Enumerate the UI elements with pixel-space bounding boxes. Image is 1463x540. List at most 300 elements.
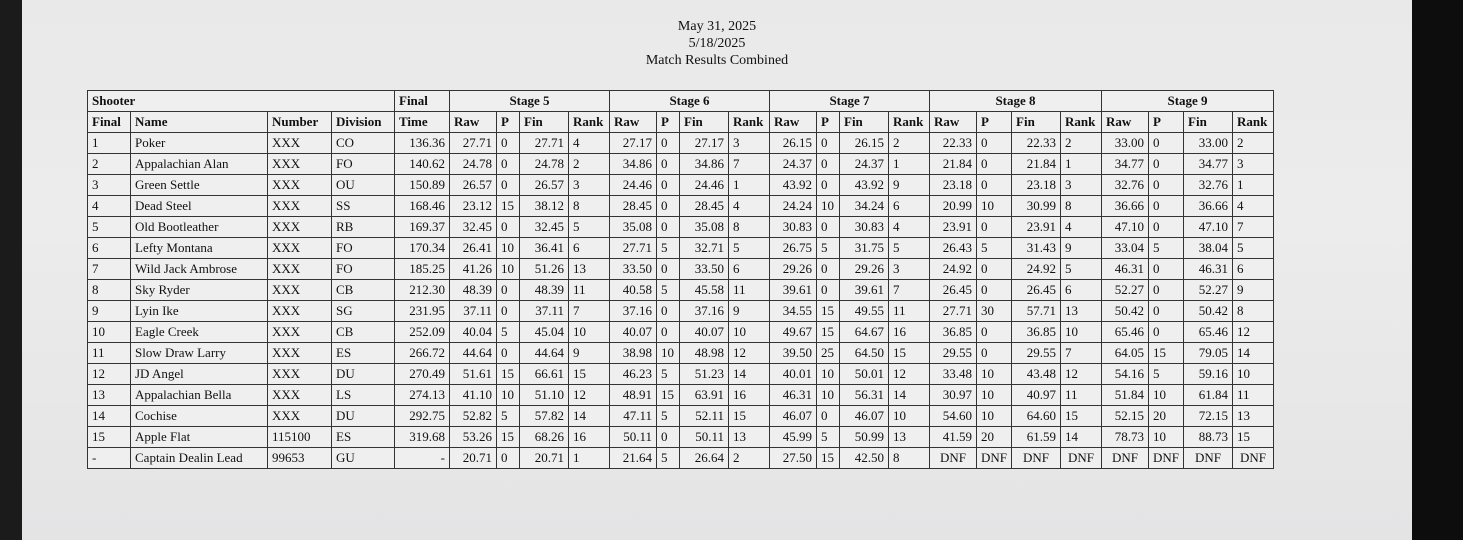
stage-9-raw-cell: 78.73 [1102,427,1149,448]
stage-5-p-cell: 0 [497,280,520,301]
stage-5-rank-cell: 9 [569,343,610,364]
stage-9-fin-cell: 38.04 [1184,238,1233,259]
stage-5-p-cell: 0 [497,448,520,469]
stage-5-fin-cell: 57.82 [520,406,569,427]
stage-6-rank-cell: 6 [729,259,770,280]
stage-5-fin-cell: 51.26 [520,259,569,280]
stage-9-raw-cell: DNF [1102,448,1149,469]
stage-5-rank-cell: 14 [569,406,610,427]
final-time-cell: - [395,448,450,469]
stage-8-rank-cell: 2 [1061,133,1102,154]
stage-7-p-cell: 15 [817,301,840,322]
stage-9-raw-cell: 47.10 [1102,217,1149,238]
stage-7-raw-cell: 45.99 [770,427,817,448]
final-place-cell: 2 [88,154,131,175]
stage-9-rank-cell: 2 [1233,133,1274,154]
stage-6-fin-cell: 51.23 [680,364,729,385]
stage-9-raw-cell: 46.31 [1102,259,1149,280]
stage-6-fin-cell: 50.11 [680,427,729,448]
stage-5-p-cell: 5 [497,322,520,343]
stage-5-p-cell: 15 [497,427,520,448]
stage-8-p-cell: 0 [977,280,1012,301]
stage-8-fin-cell: 29.55 [1012,343,1061,364]
stage-7-rank-cell: 10 [889,406,930,427]
stage-6-raw-cell: 35.08 [610,217,657,238]
shooter-number-cell: 99653 [268,448,332,469]
stage-5-fin-cell: 27.71 [520,133,569,154]
stage-7-raw-cell: 43.92 [770,175,817,196]
division-cell: CO [332,133,395,154]
table-row [88,238,1274,259]
stage-8-raw-cell: 23.18 [930,175,977,196]
stage-9-p-cell: 20 [1149,406,1184,427]
division-cell: RB [332,217,395,238]
stage-9-p-cell: 0 [1149,196,1184,217]
stage-9-header: Stage 9 [1102,91,1274,112]
stage-7-raw-cell: 34.55 [770,301,817,322]
stage-7-rank-cell: 5 [889,238,930,259]
stage-6-raw-cell: 50.11 [610,427,657,448]
stage-7-rank-cell: 15 [889,343,930,364]
results-body [88,133,1274,469]
stage-7-fin-cell: 30.83 [840,217,889,238]
stage-9-p-cell: 10 [1149,427,1184,448]
stage-6-p-cell: 5 [657,406,680,427]
stage-6-rank-cell: 14 [729,364,770,385]
stage-8-fin-cell: 43.48 [1012,364,1061,385]
final-place-cell: 12 [88,364,131,385]
stage-9-p-cell: 0 [1149,322,1184,343]
stage-7-p-cell: 5 [817,427,840,448]
stage-5-raw-cell: 48.39 [450,280,497,301]
stage-5-p-cell: 0 [497,154,520,175]
shooter-number-cell: 115100 [268,427,332,448]
stage-9-p-cell: 5 [1149,364,1184,385]
final-time-cell: 168.46 [395,196,450,217]
division-cell: ES [332,343,395,364]
stage-6-p-cell: 5 [657,280,680,301]
col-stage-8-rank: Rank [1061,112,1102,133]
stage-7-fin-cell: 50.01 [840,364,889,385]
shooter-number-cell: XXX [268,238,332,259]
division-cell: ES [332,427,395,448]
shooter-number-cell: XXX [268,343,332,364]
col-stage-6-rank: Rank [729,112,770,133]
stage-6-rank-cell: 15 [729,406,770,427]
stage-5-raw-cell: 37.11 [450,301,497,322]
stage-9-p-cell: 0 [1149,133,1184,154]
shooter-name-cell: Wild Jack Ambrose [131,259,268,280]
stage-7-rank-cell: 6 [889,196,930,217]
stage-5-rank-cell: 1 [569,448,610,469]
stage-7-p-cell: 0 [817,280,840,301]
stage-5-raw-cell: 40.04 [450,322,497,343]
stage-8-raw-cell: 54.60 [930,406,977,427]
stage-9-fin-cell: 47.10 [1184,217,1233,238]
final-place-cell: 6 [88,238,131,259]
table-row [88,133,1274,154]
stage-5-raw-cell: 24.78 [450,154,497,175]
stage-5-rank-cell: 13 [569,259,610,280]
stage-8-rank-cell: 3 [1061,175,1102,196]
table-row [88,259,1274,280]
stage-7-fin-cell: 43.92 [840,175,889,196]
stage-7-raw-cell: 26.15 [770,133,817,154]
stage-8-raw-cell: 41.59 [930,427,977,448]
stage-9-raw-cell: 52.15 [1102,406,1149,427]
division-cell: DU [332,364,395,385]
stage-8-p-cell: 20 [977,427,1012,448]
shooter-name-cell: Apple Flat [131,427,268,448]
stage-7-rank-cell: 8 [889,448,930,469]
stage-5-fin-cell: 26.57 [520,175,569,196]
stage-9-rank-cell: 1 [1233,175,1274,196]
division-cell: SS [332,196,395,217]
stage-7-rank-cell: 4 [889,217,930,238]
shooter-name-cell: Cochise [131,406,268,427]
stage-9-rank-cell: 13 [1233,406,1274,427]
stage-5-raw-cell: 23.12 [450,196,497,217]
stage-5-fin-cell: 37.11 [520,301,569,322]
stage-8-rank-cell: 7 [1061,343,1102,364]
stage-6-fin-cell: 28.45 [680,196,729,217]
stage-7-raw-cell: 39.50 [770,343,817,364]
shooter-number-cell: XXX [268,217,332,238]
final-group-header: Final [395,91,450,112]
stage-6-rank-cell: 3 [729,133,770,154]
stage-9-fin-cell: DNF [1184,448,1233,469]
stage-6-rank-cell: 8 [729,217,770,238]
stage-7-fin-cell: 34.24 [840,196,889,217]
stage-8-raw-cell: 20.99 [930,196,977,217]
col-name: Name [131,112,268,133]
stage-8-rank-cell: 15 [1061,406,1102,427]
shooter-number-cell: XXX [268,364,332,385]
stage-5-fin-cell: 36.41 [520,238,569,259]
final-time-cell: 319.68 [395,427,450,448]
stage-6-fin-cell: 48.98 [680,343,729,364]
table-row [88,217,1274,238]
stage-5-rank-cell: 15 [569,364,610,385]
stage-6-rank-cell: 16 [729,385,770,406]
col-stage-6-raw: Raw [610,112,657,133]
stage-7-p-cell: 0 [817,133,840,154]
stage-6-raw-cell: 24.46 [610,175,657,196]
stage-9-p-cell: 0 [1149,280,1184,301]
stage-9-rank-cell: 4 [1233,196,1274,217]
stage-6-fin-cell: 34.86 [680,154,729,175]
stage-7-raw-cell: 27.50 [770,448,817,469]
final-time-cell: 292.75 [395,406,450,427]
col-stage-8-fin: Fin [1012,112,1061,133]
stage-5-raw-cell: 32.45 [450,217,497,238]
match-subdate: 5/18/2025 [688,36,746,51]
column-header-row [88,112,1274,133]
shooter-number-cell: XXX [268,259,332,280]
stage-5-fin-cell: 20.71 [520,448,569,469]
final-place-cell: 1 [88,133,131,154]
stage-9-raw-cell: 51.84 [1102,385,1149,406]
stage-9-raw-cell: 52.27 [1102,280,1149,301]
table-row [88,280,1274,301]
stage-8-rank-cell: DNF [1061,448,1102,469]
stage-6-header: Stage 6 [610,91,770,112]
stage-5-rank-cell: 6 [569,238,610,259]
stage-5-rank-cell: 10 [569,322,610,343]
stage-6-raw-cell: 38.98 [610,343,657,364]
stage-7-fin-cell: 64.67 [840,322,889,343]
final-time-cell: 140.62 [395,154,450,175]
stage-9-raw-cell: 33.04 [1102,238,1149,259]
shooter-number-cell: XXX [268,154,332,175]
stage-9-fin-cell: 33.00 [1184,133,1233,154]
stage-7-rank-cell: 9 [889,175,930,196]
table-row [88,427,1274,448]
stage-6-p-cell: 15 [657,385,680,406]
division-cell: GU [332,448,395,469]
background-edge [1412,0,1463,540]
stage-7-rank-cell: 11 [889,301,930,322]
stage-7-rank-cell: 13 [889,427,930,448]
stage-9-p-cell: 0 [1149,259,1184,280]
stage-8-p-cell: 0 [977,322,1012,343]
stage-8-rank-cell: 8 [1061,196,1102,217]
stage-7-fin-cell: 49.55 [840,301,889,322]
final-time-cell: 150.89 [395,175,450,196]
stage-8-raw-cell: 29.55 [930,343,977,364]
stage-8-p-cell: 30 [977,301,1012,322]
stage-9-fin-cell: 50.42 [1184,301,1233,322]
stage-6-raw-cell: 27.71 [610,238,657,259]
stage-9-rank-cell: 9 [1233,280,1274,301]
stage-9-rank-cell: 5 [1233,238,1274,259]
stage-6-raw-cell: 46.23 [610,364,657,385]
stage-5-rank-cell: 8 [569,196,610,217]
stage-7-rank-cell: 14 [889,385,930,406]
stage-6-fin-cell: 37.16 [680,301,729,322]
stage-7-raw-cell: 29.26 [770,259,817,280]
shooter-number-cell: XXX [268,322,332,343]
stage-9-rank-cell: 14 [1233,343,1274,364]
stage-8-raw-cell: 26.45 [930,280,977,301]
stage-6-p-cell: 0 [657,259,680,280]
stage-5-rank-cell: 4 [569,133,610,154]
division-cell: CB [332,280,395,301]
stage-8-p-cell: 10 [977,196,1012,217]
stage-5-raw-cell: 52.82 [450,406,497,427]
stage-6-raw-cell: 27.17 [610,133,657,154]
col-stage-7-rank: Rank [889,112,930,133]
shooter-name-cell: Eagle Creek [131,322,268,343]
col-number: Number [268,112,332,133]
stage-6-raw-cell: 40.58 [610,280,657,301]
stage-5-rank-cell: 7 [569,301,610,322]
stage-5-rank-cell: 5 [569,217,610,238]
stage-9-rank-cell: 12 [1233,322,1274,343]
stage-5-raw-cell: 26.41 [450,238,497,259]
stage-5-fin-cell: 66.61 [520,364,569,385]
stage-8-p-cell: 10 [977,406,1012,427]
col-stage-9-p: P [1149,112,1184,133]
stage-7-rank-cell: 1 [889,154,930,175]
stage-8-raw-cell: 26.43 [930,238,977,259]
shooter-name-cell: Slow Draw Larry [131,343,268,364]
stage-5-rank-cell: 11 [569,280,610,301]
stage-9-p-cell: 0 [1149,217,1184,238]
stage-5-fin-cell: 68.26 [520,427,569,448]
stage-6-rank-cell: 9 [729,301,770,322]
stage-6-fin-cell: 63.91 [680,385,729,406]
stage-7-raw-cell: 49.67 [770,322,817,343]
stage-9-raw-cell: 36.66 [1102,196,1149,217]
stage-5-p-cell: 5 [497,406,520,427]
shooter-number-cell: XXX [268,133,332,154]
final-time-cell: 274.13 [395,385,450,406]
stage-6-p-cell: 0 [657,217,680,238]
stage-7-fin-cell: 29.26 [840,259,889,280]
division-cell: SG [332,301,395,322]
stage-6-p-cell: 0 [657,175,680,196]
table-row [88,448,1274,469]
stage-9-raw-cell: 65.46 [1102,322,1149,343]
stage-8-p-cell: 0 [977,343,1012,364]
stage-6-p-cell: 0 [657,196,680,217]
stage-8-rank-cell: 13 [1061,301,1102,322]
results-table [87,90,1274,469]
stage-5-p-cell: 10 [497,238,520,259]
stage-7-raw-cell: 39.61 [770,280,817,301]
stage-6-p-cell: 0 [657,427,680,448]
division-cell: FO [332,238,395,259]
stage-6-raw-cell: 28.45 [610,196,657,217]
stage-8-fin-cell: 23.91 [1012,217,1061,238]
final-place-cell: 4 [88,196,131,217]
stage-9-p-cell: DNF [1149,448,1184,469]
division-cell: FO [332,259,395,280]
stage-7-p-cell: 5 [817,238,840,259]
stage-8-fin-cell: 61.59 [1012,427,1061,448]
table-row [88,175,1274,196]
col-stage-9-rank: Rank [1233,112,1274,133]
stage-8-p-cell: 5 [977,238,1012,259]
stage-5-raw-cell: 44.64 [450,343,497,364]
stage-9-rank-cell: 8 [1233,301,1274,322]
stage-7-fin-cell: 64.50 [840,343,889,364]
stage-9-rank-cell: 15 [1233,427,1274,448]
stage-8-fin-cell: 64.60 [1012,406,1061,427]
stage-8-p-cell: 0 [977,133,1012,154]
stage-7-rank-cell: 7 [889,280,930,301]
stage-8-fin-cell: 30.99 [1012,196,1061,217]
shooter-name-cell: Poker [131,133,268,154]
stage-6-rank-cell: 10 [729,322,770,343]
stage-7-rank-cell: 16 [889,322,930,343]
col-division: Division [332,112,395,133]
stage-9-p-cell: 5 [1149,238,1184,259]
stage-5-rank-cell: 16 [569,427,610,448]
stage-9-fin-cell: 36.66 [1184,196,1233,217]
stage-6-fin-cell: 26.64 [680,448,729,469]
table-row [88,385,1274,406]
stage-9-fin-cell: 46.31 [1184,259,1233,280]
group-header-row [88,91,1274,112]
stage-6-fin-cell: 27.17 [680,133,729,154]
col-stage-5-p: P [497,112,520,133]
stage-7-p-cell: 0 [817,217,840,238]
col-stage-7-fin: Fin [840,112,889,133]
stage-8-p-cell: 10 [977,385,1012,406]
division-cell: CB [332,322,395,343]
stage-5-raw-cell: 53.26 [450,427,497,448]
stage-6-rank-cell: 13 [729,427,770,448]
stage-7-p-cell: 10 [817,196,840,217]
col-stage-5-fin: Fin [520,112,569,133]
stage-8-p-cell: 0 [977,217,1012,238]
stage-6-p-cell: 5 [657,238,680,259]
stage-8-rank-cell: 6 [1061,280,1102,301]
stage-8-rank-cell: 10 [1061,322,1102,343]
stage-6-raw-cell: 33.50 [610,259,657,280]
stage-6-fin-cell: 33.50 [680,259,729,280]
stage-8-rank-cell: 5 [1061,259,1102,280]
shooter-name-cell: Green Settle [131,175,268,196]
final-time-cell: 270.49 [395,364,450,385]
shooter-name-cell: Appalachian Bella [131,385,268,406]
stage-9-rank-cell: 3 [1233,154,1274,175]
stage-7-fin-cell: 26.15 [840,133,889,154]
stage-7-raw-cell: 46.31 [770,385,817,406]
stage-8-raw-cell: 33.48 [930,364,977,385]
stage-6-p-cell: 10 [657,343,680,364]
table-row [88,154,1274,175]
shooter-number-cell: XXX [268,301,332,322]
stage-7-raw-cell: 30.83 [770,217,817,238]
final-place-cell: 13 [88,385,131,406]
stage-9-fin-cell: 65.46 [1184,322,1233,343]
stage-7-fin-cell: 56.31 [840,385,889,406]
stage-9-fin-cell: 59.16 [1184,364,1233,385]
final-place-cell: 11 [88,343,131,364]
stage-5-fin-cell: 24.78 [520,154,569,175]
final-time-cell: 136.36 [395,133,450,154]
stage-8-fin-cell: 21.84 [1012,154,1061,175]
stage-8-raw-cell: 30.97 [930,385,977,406]
shooter-number-cell: XXX [268,175,332,196]
stage-8-header: Stage 8 [930,91,1102,112]
stage-6-p-cell: 0 [657,154,680,175]
shooter-name-cell: Appalachian Alan [131,154,268,175]
stage-7-p-cell: 10 [817,385,840,406]
stage-6-raw-cell: 34.86 [610,154,657,175]
col-stage-8-p: P [977,112,1012,133]
col-stage-5-rank: Rank [569,112,610,133]
stage-7-raw-cell: 26.75 [770,238,817,259]
stage-6-p-cell: 5 [657,448,680,469]
stage-5-p-cell: 10 [497,385,520,406]
stage-5-raw-cell: 41.10 [450,385,497,406]
stage-9-raw-cell: 33.00 [1102,133,1149,154]
stage-8-raw-cell: DNF [930,448,977,469]
stage-5-fin-cell: 45.04 [520,322,569,343]
final-place-cell: 9 [88,301,131,322]
stage-6-p-cell: 5 [657,364,680,385]
stage-8-fin-cell: 31.43 [1012,238,1061,259]
stage-9-rank-cell: 6 [1233,259,1274,280]
stage-5-header: Stage 5 [450,91,610,112]
stage-9-raw-cell: 50.42 [1102,301,1149,322]
stage-7-rank-cell: 2 [889,133,930,154]
stage-7-p-cell: 0 [817,406,840,427]
